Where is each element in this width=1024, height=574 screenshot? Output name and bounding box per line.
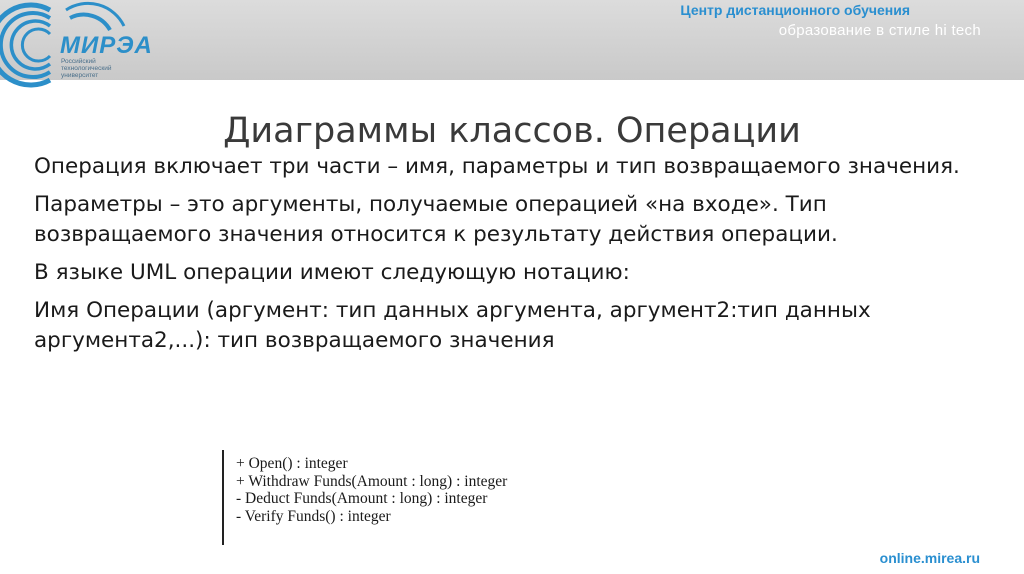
center-title: Центр дистанционного обучения [680,2,910,18]
slide-title: Диаграммы классов. Операции [223,111,801,152]
uml-operation: + Withdraw Funds(Amount : long) : integer [236,472,508,490]
uml-operations-box [222,450,624,545]
paragraph: Параметры – это аргументы, получаемые операцией «на входе». Тип возвращаемого значения относится к результату действия операции. [34,192,838,247]
logo-subtitle: Российский технологический университет [61,58,112,79]
uml-operation: - Deduct Funds(Amount : long) : integer [236,490,488,507]
uml-operation: - Verify Funds() : integer [236,507,391,525]
center-subtitle: образование в стиле hi tech [778,22,981,39]
paragraph: Имя Операции (аргумент: тип данных аргумента, аргумент2:тип данных аргумента2,...): тип возвращаемого значения [34,298,871,353]
uml-operation: + Open() : integer [236,455,348,472]
footer-link[interactable]: online.mirea.ru [879,550,980,566]
paragraph: В языке UML операции имеют следующую нотацию: [34,260,630,285]
paragraph: Операция включает три части – имя, параметры и тип возвращаемого значения. [34,154,960,179]
slide-body [34,152,994,364]
logo-name: МИРЭА [60,32,153,59]
mirea-logo[interactable] [0,0,180,90]
header-bar [0,0,1024,80]
